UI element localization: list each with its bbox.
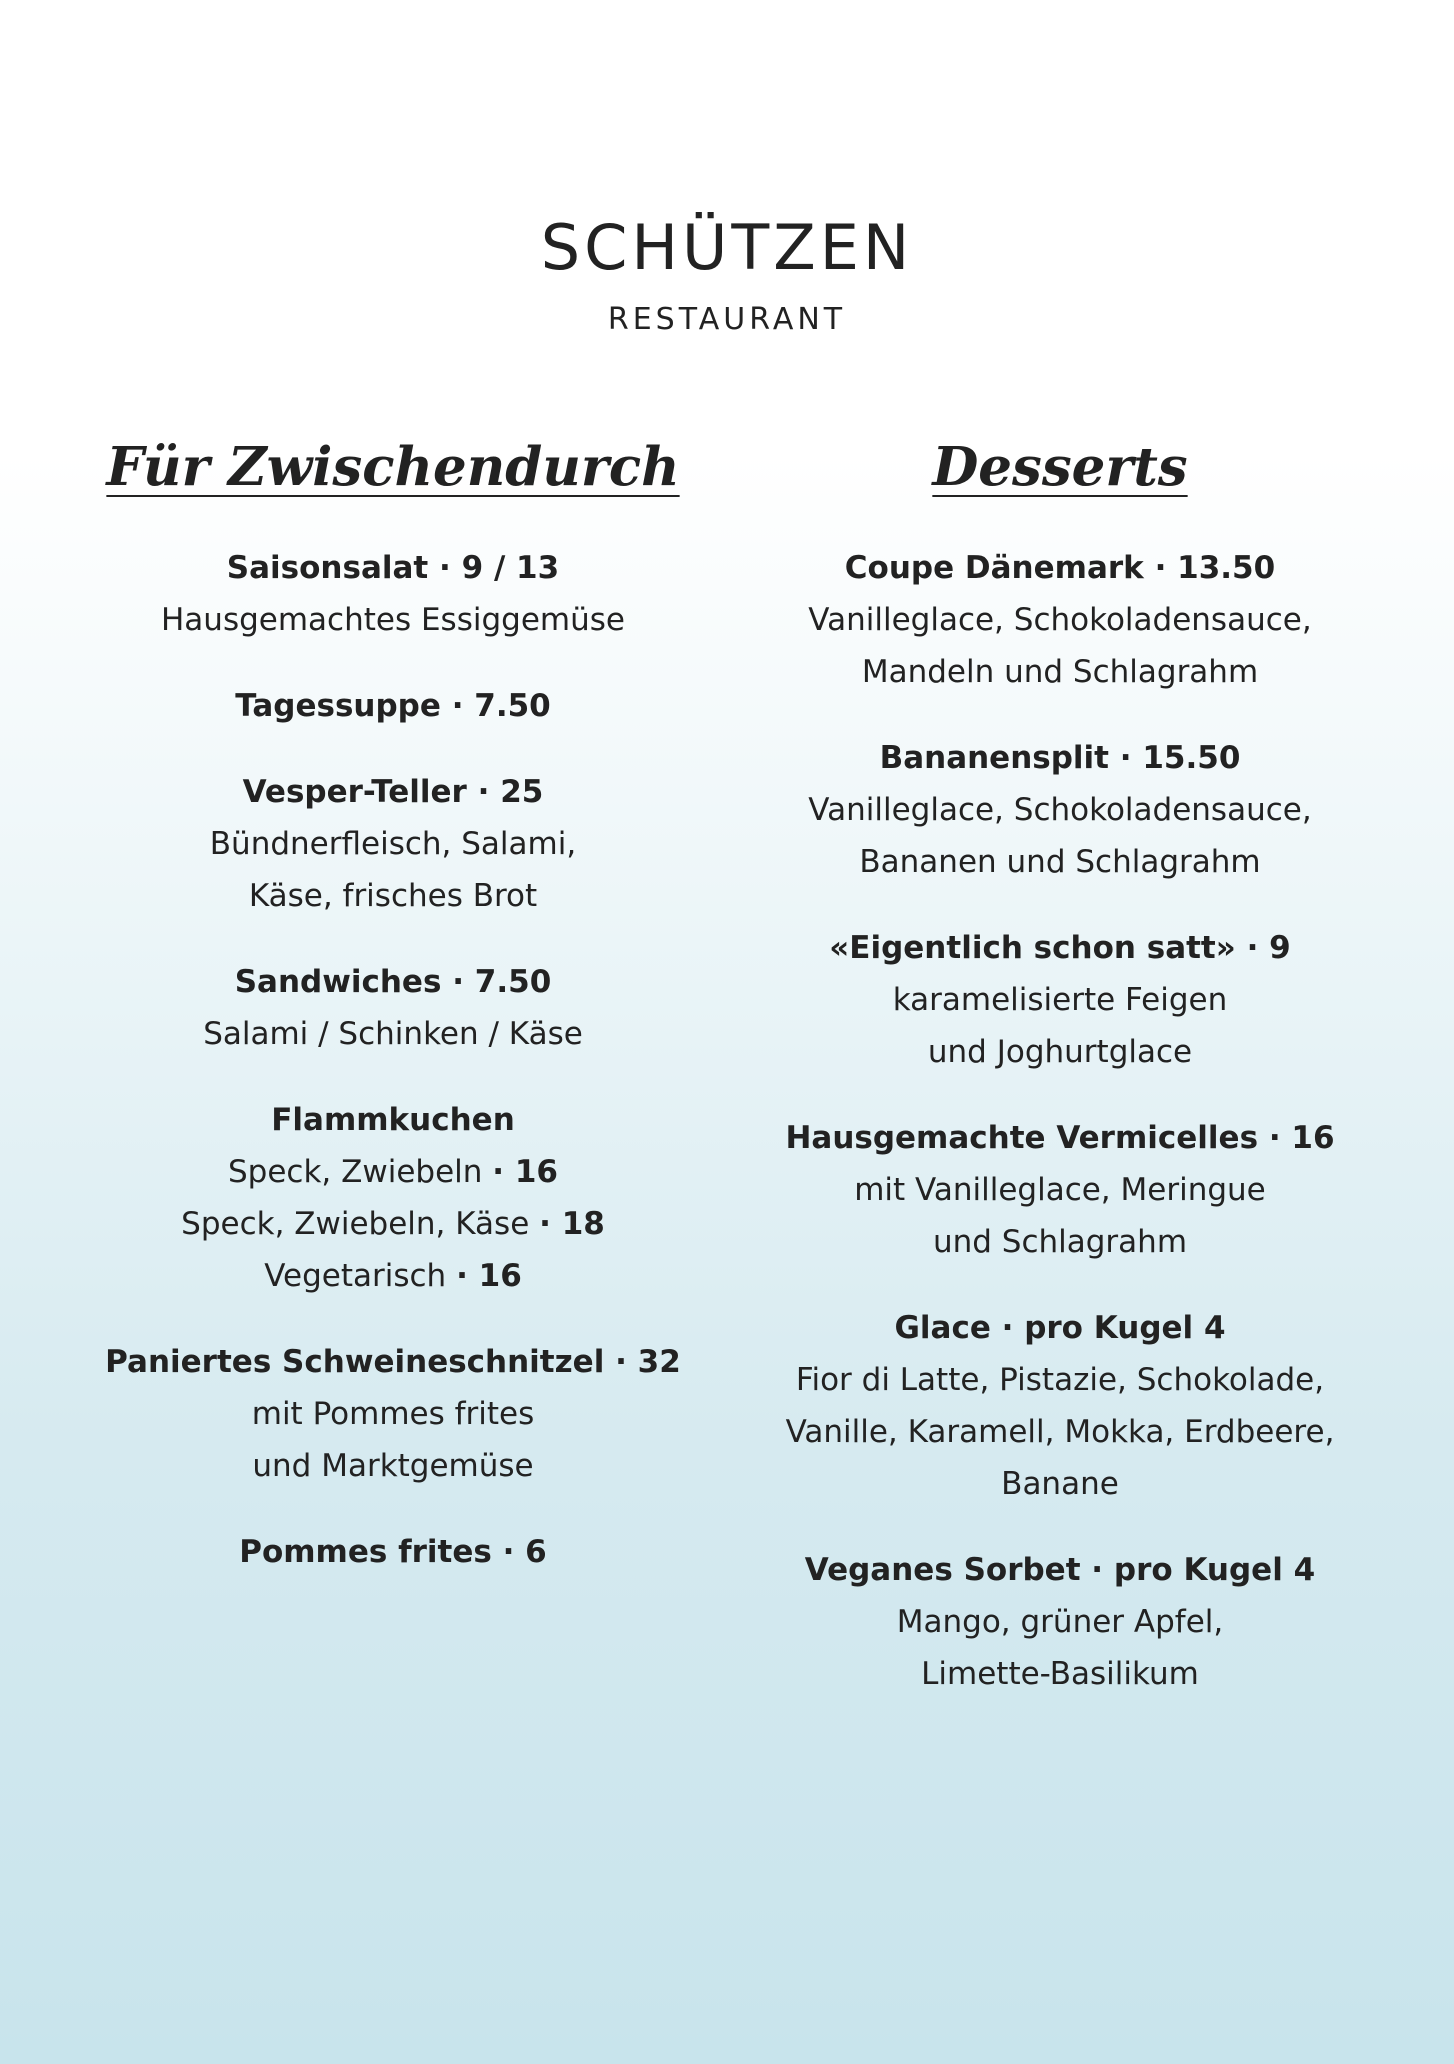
menu-item-description: und Marktgemüse (252, 1448, 534, 1484)
menu-item-flammkuchen (60, 1094, 726, 1302)
menu-item-sandwiches (60, 956, 726, 1060)
menu-item-tagessuppe (60, 680, 726, 732)
menu-item-title: Paniertes Schweineschnitzel · 32 (105, 1344, 681, 1380)
menu-item-description: Mango, grüner Apfel, (896, 1604, 1224, 1640)
variant-label: Speck, Zwiebeln, Käse (181, 1206, 530, 1242)
menu-item-description: und Schlagrahm (932, 1224, 1188, 1260)
menu-item-title: Saisonsalat · 9 / 13 (226, 550, 560, 586)
snacks-heading: Für Zwischendurch (106, 436, 680, 498)
menu-item-title: Sandwiches · 7.50 (234, 964, 552, 1000)
menu-item-title: Pommes frites · 6 (239, 1534, 547, 1570)
menu-item-title: Vesper-Teller · 25 (242, 774, 544, 810)
menu-item-vesper-teller (60, 766, 726, 922)
menu-item-description: Mandeln und Schlagrahm (861, 654, 1259, 690)
menu-item-description: Vanilleglace, Schokoladensauce, (808, 602, 1312, 638)
menu-item-description: Käse, frisches Brot (248, 878, 538, 914)
menu-item-bananensplit (726, 732, 1394, 888)
menu-item-saisonsalat (60, 542, 726, 646)
variant-label: Speck, Zwiebeln (228, 1154, 483, 1190)
menu-item-variant (60, 1146, 726, 1198)
menu-item-description: Bananen und Schlagrahm (859, 844, 1261, 880)
desserts-heading: Desserts (932, 436, 1188, 498)
menu-item-title: Bananensplit · 15.50 (879, 740, 1241, 776)
variant-price: · 18 (539, 1206, 605, 1242)
menu-item-description: Hausgemachtes Essiggemüse (161, 602, 625, 638)
menu-item-pommes-frites (60, 1526, 726, 1578)
menu-item-coupe-daenemark (726, 542, 1394, 698)
menu-item-description: und Joghurtglace (927, 1034, 1193, 1070)
menu-item-veganes-sorbet (726, 1544, 1394, 1700)
menu-item-eigentlich-schon-satt (726, 922, 1394, 1078)
menu-item-description: Vanille, Karamell, Mokka, Erdbeere, (785, 1414, 1335, 1450)
menu-item-description: Limette-Basilikum (921, 1656, 1199, 1692)
menu-item-description: mit Pommes frites (251, 1396, 535, 1432)
variant-label: Vegetarisch (264, 1258, 447, 1294)
menu-item-title: Flammkuchen (271, 1102, 515, 1138)
snacks-section (60, 430, 726, 1612)
desserts-section (726, 430, 1394, 1734)
menu-item-description: Fior di Latte, Pistazie, Schokolade, (795, 1362, 1325, 1398)
menu-item-title: «Eigentlich schon satt» · 9 (829, 930, 1291, 966)
menu-item-variant (60, 1198, 726, 1250)
menu-item-description: Vanilleglace, Schokoladensauce, (808, 792, 1312, 828)
menu-item-description: karamelisierte Feigen (892, 982, 1228, 1018)
menu-item-title: Glace · pro Kugel 4 (894, 1310, 1226, 1346)
restaurant-brand (0, 210, 1454, 340)
variant-price: · 16 (456, 1258, 522, 1294)
menu-item-title: Coupe Dänemark · 13.50 (844, 550, 1276, 586)
menu-item-schweineschnitzel (60, 1336, 726, 1492)
menu-item-vermicelles (726, 1112, 1394, 1268)
restaurant-name: SCHÜTZEN (540, 211, 914, 284)
menu-item-title: Tagessuppe · 7.50 (235, 688, 551, 724)
variant-price: · 16 (492, 1154, 558, 1190)
menu-item-title: Veganes Sorbet · pro Kugel 4 (804, 1552, 1316, 1588)
menu-item-description: Salami / Schinken / Käse (203, 1016, 583, 1052)
menu-item-title: Hausgemachte Vermicelles · 16 (785, 1120, 1335, 1156)
menu-item-variant (60, 1250, 726, 1302)
restaurant-subtitle: RESTAURANT (607, 302, 847, 337)
menu-item-description: Banane (1001, 1466, 1119, 1502)
menu-item-description: mit Vanilleglace, Meringue (854, 1172, 1266, 1208)
menu-item-glace (726, 1302, 1394, 1510)
menu-item-description: Bündnerfleisch, Salami, (209, 826, 577, 862)
